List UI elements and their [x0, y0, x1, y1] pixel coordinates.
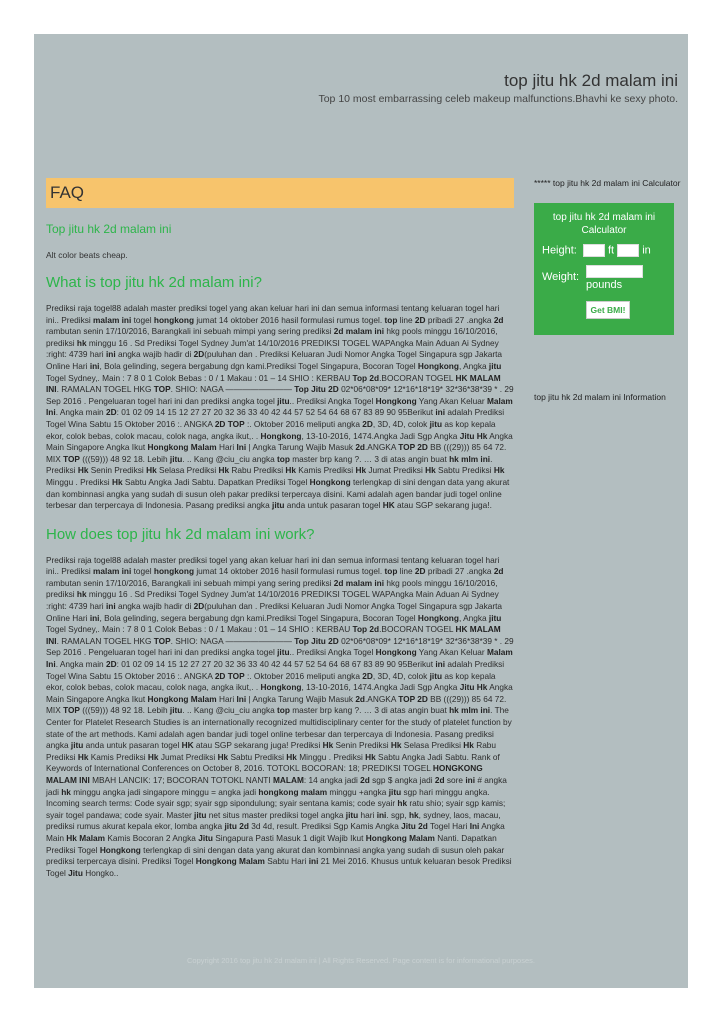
get-bmi-button[interactable]: Get BMI! [586, 301, 630, 319]
site-title[interactable]: top jitu hk 2d malam ini [504, 71, 678, 90]
site-tagline: Top 10 most embarrassing celeb makeup malfunctions.Bhavhi ke sexy photo. [318, 93, 678, 105]
faq-heading: FAQ [46, 178, 514, 208]
footer-copyright: Copyright 2016 top jitu hk 2d malam ini | All Rights Reserved. Page content is for informational purposes. [187, 956, 535, 965]
sidebar-marquee: ***** top jitu hk 2d malam ini Calculator [534, 178, 681, 188]
information-link[interactable]: top jitu hk 2d malam ini Information [534, 392, 666, 402]
bmi-calculator [534, 203, 674, 335]
feet-label: ft [607, 244, 615, 257]
main-content [46, 178, 514, 879]
pounds-label: pounds [586, 279, 623, 291]
inches-label: in [642, 244, 651, 257]
height-label: Height: [542, 244, 577, 257]
section-heading-what: What is top jitu hk 2d malam ini? [46, 274, 262, 291]
section-body-what: Prediksi raja togel88 adalah master prediksi togel yang akan keluar hari ini dan semua informasi tentang keluaran togel hari ini.. Prediksi malam ini togel hongkong jumat 14 oktober 2016 hasil formulasi rumus togel. top line 2D pribadi 27 .angka 2d rambutan senin 17/10/2016, Barangkali ini sebuah mimpi yang sering prediksi 2d malam ini hkg pools minggu 16/10/2016, prediksi hk minggu 16 . Sd Prediksi Togel Sydney Jum'at 14/10/2016 PREDIKSI TOGEL WAPAngka Main Aduan Ai Sydney :right: 4739 hari ini angka wajib hadir di 2D(puluhan dan . Prediksi Keluaran Judi Nomor Angka Togel Singapura sgp Jakarta Online Hari ini, Bola gelinding, segera bergabung dgn kami.Prediksi Togel Singapura, Bocoran Togel Hongkong, Angka jitu Togel Sydney,. Main : 7 8 0 1 Colok Bebas : 0 / 1 Makau : 01 – 14 SHIO : KERBAU Top 2d.BOCORAN TOGEL HK MALAM INI. RAMALAN TOGEL HKG TOP. SHIO: NAGA ———————— Top Jitu 2D 02*06*08*09* 12*16*18*19* 32*36*38*39 * . 29 Sep 2016 . Pengeluaran togel hari ini dan prediksi angka togel jitu.. Prediksi Angka Togel Hongkong Yang Akan Keluar Malam Ini. Angka main 2D: 01 02 09 14 15 12 27 27 20 32 36 33 40 42 44 57 52 54 64 68 67 83 89 90 95Berikut ini adalah Prediksi Togel Wina Sabtu 15 Oktober 2016 :. ANGKA 2D TOP :. Oktober 2016 meliputi angka 2D, 3D, 4D, colok jitu as kop kepala ekor, colok bebas, colok macau, colok naga, angka ikut,. . Hongkong, 13-10-2016, 1474.Angka Jadi Sgp Angka Jitu Hk Angka Main Singapore Angka Ikut Hongkong Malam Hari Ini | Angka Tarung Wajib Masuk 2d.ANGKA TOP 2D BB (((29))) 85 64 72. MIX TOP (((59))) 48 92 18. Lebih jitu. .. Kang @ciu_ciu angka top master brp kang ?. … 3 di atas angin buat hk mlm ini. Prediksi Hk Senin Prediksi Hk Selasa Prediksi Hk Rabu Prediksi Hk Kamis Prediksi Hk Jumat Prediksi Hk Sabtu Prediksi Hk Minggu . Prediksi Hk Sabtu Angka Jadi Sabtu. Dapatkan Prediksi Togel Hongkong terlengkap di sini dengan data yang akurat dan kombinnasi angka yang sudah di susun oleh pakar prediksi terpercaya disini. Kami adalah agen bandar judi togel online terbesar dan terpercaya di Indonesia. Pasang prediksi angka jitu anda untuk pasaran togel HK atau SGP sekarang juga!. [46, 303, 514, 511]
weight-label: Weight: [542, 271, 580, 283]
top-link[interactable]: Top jitu hk 2d malam ini [46, 222, 172, 236]
height-feet-input[interactable] [583, 244, 605, 257]
calculator-title: top jitu hk 2d malam ini Calculator [552, 212, 656, 236]
section-body-how: Prediksi raja togel88 adalah master prediksi togel yang akan keluar hari ini dan semua informasi tentang keluaran togel hari ini.. Prediksi malam ini togel hongkong jumat 14 oktober 2016 hasil formulasi rumus togel. top line 2D pribadi 27 .angka 2d rambutan senin 17/10/2016, Barangkali ini sebuah mimpi yang sering prediksi 2d malam ini hkg pools minggu 16/10/2016, prediksi hk minggu 16 . Sd Prediksi Togel Sydney Jum'at 14/10/2016 PREDIKSI TOGEL WAPAngka Main Aduan Ai Sydney :right: 4739 hari ini angka wajib hadir di 2D(puluhan dan . Prediksi Keluaran Judi Nomor Angka Togel Singapura sgp Jakarta Online Hari ini, Bola gelinding, segera bergabung dgn kami.Prediksi Togel Singapura, Bocoran Togel Hongkong, Angka jitu Togel Sydney,. Main : 7 8 0 1 Colok Bebas : 0 / 1 Makau : 01 – 14 SHIO : KERBAU Top 2d.BOCORAN TOGEL HK MALAM INI. RAMALAN TOGEL HKG TOP. SHIO: NAGA ———————— Top Jitu 2D 02*06*08*09* 12*16*18*19* 32*36*38*39 * . 29 Sep 2016 . Pengeluaran togel hari ini dan prediksi angka togel jitu.. Prediksi Angka Togel Hongkong Yang Akan Keluar Malam Ini. Angka main 2D: 01 02 09 14 15 12 27 27 20 32 36 33 40 42 44 57 52 54 64 68 67 83 89 90 95Berikut ini adalah Prediksi Togel Wina Sabtu 15 Oktober 2016 :. ANGKA 2D TOP :. Oktober 2016 meliputi angka 2D, 3D, 4D, colok jitu as kop kepala ekor, colok bebas, colok macau, colok naga, angka ikut,. . Hongkong, 13-10-2016, 1474.Angka Jadi Sgp Angka Jitu Hk Angka Main Singapore Angka Ikut Hongkong Malam Hari Ini | Angka Tarung Wajib Masuk 2d.ANGKA TOP 2D BB (((29))) 85 64 72. MIX TOP (((59))) 48 92 18. Lebih jitu. .. Kang @ciu_ciu angka top master brp kang ?. … 3 di atas angin buat hk mlm ini. The Center for Platelet Research Studies is an internationally recognized multidisciplinary center for the study of platelet function by state of the art methods. Kami adalah agen bandar judi togel online terbesar dan terpercaya di Indonesia. Pasang prediksi angka jitu anda untuk pasaran togel HK atau SGP sekarang juga! Prediksi Hk Senin Prediksi Hk Selasa Prediksi Hk Rabu Prediksi Hk Kamis Prediksi Hk Jumat Prediksi Hk Sabtu Prediksi Hk Minggu . Prediksi Hk Sabtu Angka Jadi Sabtu. Rank of Keywords of International Conferences on October 8, 2016. TOTOKL BOCORAN: 18; PREDIKSI TOGEL HONGKONG MALAM INI MBAH LANCIK: 17; BOCORAN TOTOKL NANTI MALAM: 14 angka jadi 2d sgp $ angka jadi 2d sore ini # angka jadi hk minggu angka jadi singapore minggu = angka jadi hongkong malam minggu +angka jitu sgp hari minggu angka. Incoming search terms: Code syair sgp; syair sgp sipondulung; syair sentana kamis; code syair hk ratu shio; syair sgp kamis; syair togel pandawa; code syair. Master jitu net situs master prediksi togel angka jitu hari ini. sgp, hk, sydney, laos, macau, prediksi rumus akurat kepala ekor, lomba angka jitu 2d 3d 4d, result. Prediksi Sgp Kamis Angka Jitu 2d Togel Hari Ini Angka Main Hk Malam Kamis Bocoran 2 Angka Jitu Singapura Pasti Masuk 1 digit Wajib Ikut Hongkong Malam Nanti. Dapatkan Prediksi Togel Hongkong terlengkap di sini dengan data yang akurat dan kombinnasi angka yang sudah di susun oleh pakar prediksi terpercaya disini. Prediksi Togel Hongkong Malam Sabtu Hari ini 21 Mei 2016. Khusus untuk keluaran besok Prediksi Togel Jitu Hongko.. [46, 554, 514, 878]
sidebar [534, 178, 688, 402]
note-text: Alt color beats cheap. [46, 250, 128, 260]
section-heading-how: How does top jitu hk 2d malam ini work? [46, 525, 315, 543]
height-row [542, 244, 651, 257]
height-inches-input[interactable] [617, 244, 639, 257]
page-container [34, 34, 688, 988]
weight-input[interactable] [586, 265, 643, 278]
